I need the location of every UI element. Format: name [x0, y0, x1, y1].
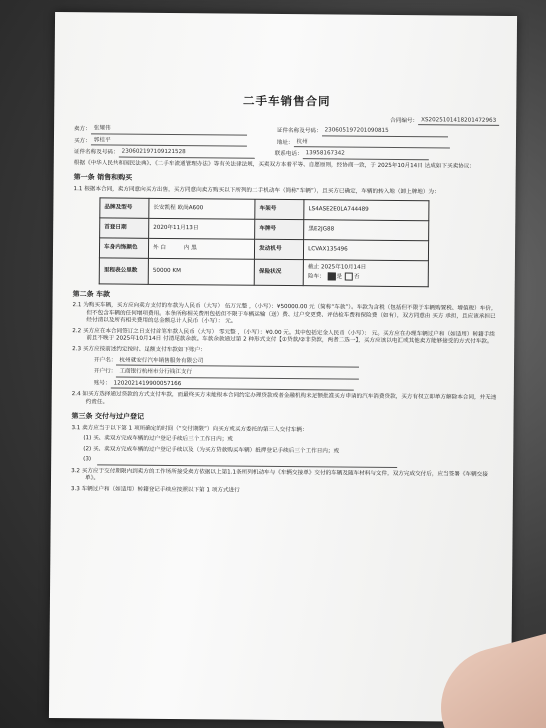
mileage-label: 里程表公里数 [99, 258, 148, 284]
color-value [148, 239, 254, 260]
clause-1-1: 1.1 根据本合同，卖方同意向买方出售，买方同意向卖方购买以下所列的二手机动车（简称“车辆”），且买方已确定，车辆的转入地（卸上牌地）为： [73, 185, 440, 196]
account-number-row [94, 380, 497, 392]
clause-3-1-b: (2) 买、卖双方完成车辆的过户登记手续以及（为买方贷款购买车辆）抵押登记手续后三个工作日内；或 [83, 446, 340, 455]
insurance-label: 保险状况 [254, 259, 303, 285]
seller-label: 卖方： [74, 126, 91, 133]
account-bank-row [94, 368, 497, 380]
account-number-label: 账号： [93, 379, 111, 387]
buyer-name: 郭桂平 [91, 137, 247, 147]
buyer-row [74, 137, 499, 149]
clause-2-3: 2.3 买方应按前述约定按时、足额支付车款如下账户： [72, 346, 206, 354]
clause-3-1-c: (3) [97, 457, 397, 468]
checkbox-icon[interactable] [345, 272, 353, 280]
phone-label: 联系电话： [274, 151, 303, 158]
contract-number: XS20251014182014729​63 [418, 117, 499, 126]
buyer-id: 230602197109121528 [119, 149, 255, 159]
plate-label: 车牌号 [255, 219, 304, 239]
insurance-value [303, 260, 428, 287]
engine-label: 发动机号 [255, 239, 304, 259]
brand-value: 长安凯程 欧尚A600 [149, 199, 255, 220]
option-no: 否 [353, 273, 360, 280]
account-name-label: 开户名： [94, 356, 117, 364]
brand-label: 品牌及型号 [100, 198, 149, 218]
first-reg-label: 首登日期 [100, 218, 149, 238]
color-interior: 内 黑 [183, 245, 197, 252]
contract-content [71, 92, 500, 500]
seller-name: 张耀伟 [91, 125, 247, 135]
clause-3-2: 3.2 买方应于交付期限内到卖方的工作场所接受卖方依据以上第1.1条所列机动车与《车辆交接单》交付的车辆及随车材料与文件，双方完成交付后，应当签署《车辆交接单》。 [71, 468, 488, 482]
contract-number-label: 合同编号： [390, 117, 419, 124]
contract-number-row [74, 114, 499, 126]
intro-paragraph: 根据《中华人民共和国民法典》、《二手车流通管理办法》等有关法律法规，买卖双方本着平等、自愿原则，经协商一致，于 2025年10月14日 达成如下买卖协议： [73, 159, 476, 170]
table-row [99, 258, 428, 286]
first-reg-value: 2020年11月13日 [149, 219, 255, 240]
section-3-heading: 第三条 交付与过户登记 [71, 412, 145, 422]
clause-2-1: 2.1 为购买车辆，买方应向卖方支付的车款为人民币（大写） 伍万元整 ，（小写）：¥50000.00 元（简称“车款”）。车款为含税（包括但不限于车辆购置税、增值税）车价，但不包含车辆的任何增项费用。本条所称相关费用包括但不限于车辆运输（送）费、过户变更费、评估检车费和保险费（如有），双方同意由 买方 承担，且应该承担已经付清以及所有相关费用的总金额总计人民币（小写）： 元。 [72, 302, 497, 325]
vin-value: LS4ASE2E0LA744489 [304, 200, 429, 221]
account-bank-label: 开户行： [93, 368, 117, 375]
insurance-date: 截止 2025年10月14日 [307, 264, 367, 271]
insurance-type-label: 险车： [307, 273, 325, 280]
section-2-heading: 第二条 车款 [72, 289, 111, 299]
seller-row [74, 125, 499, 137]
option-yes: 是 [336, 273, 343, 280]
buyer-phone: 13958167342 [303, 150, 429, 160]
account-number: 1202021419900057166 [111, 380, 354, 391]
seller-id-label: 证件名称及号码： [276, 128, 322, 135]
mileage-value: 50000 KM [148, 259, 254, 286]
vehicle-table [99, 198, 430, 287]
buyer-address: 杭州 [294, 139, 450, 149]
buyer-id-row [74, 148, 499, 160]
vin-label: 车架号 [255, 199, 304, 219]
color-exterior: 外 白 [153, 244, 167, 251]
clause-2-2: 2.2 买方应在本合同签订之日支付首笔车款人民币（大写） 零元整 ，（小写）：¥0.00 元。其中包括定金人民币（小写）： 元。买方应在办理车辆过户和（如适用）转籍手续前且不晚于 2025年10月14日 付清尾款余款。车款余款通过第 2 种形式支付【①贷款/②非贷款，两者二选一】，买方应该以电汇或其他卖方能够接受的方式付车款。 [72, 328, 495, 346]
buyer-id-label: 证件名称及号码： [73, 149, 119, 156]
plate-value: 黑E2JG88 [304, 220, 429, 241]
account-name-row [94, 357, 497, 369]
clause-3-1: 3.1 卖方应当于以下第 1 项所确定的时间（“交付期限”）向买方或买方委托的第三人交付车辆： [71, 424, 308, 433]
engine-value: LCVAX135496 [304, 240, 429, 261]
seller-id: 230605197201090815 [322, 127, 448, 137]
insurance-type [308, 272, 424, 282]
clause-2-4: 2.4 如买方选择通过贷款的方式支付车款，而最终买方未能根本合同约定办理贷款或者金融机构未足额批准买方申请的汽车消费贷款，买方有权立即单方解除本合同，并无违约责任。 [71, 391, 497, 406]
account-name: 杭州就安行汽车销售服务有限公司 [116, 357, 359, 368]
color-label: 车身内饰颜色 [99, 238, 148, 258]
address-label: 地址： [276, 139, 294, 146]
contract-page [49, 12, 517, 722]
buyer-label: 买方： [73, 137, 91, 144]
account-bank: 工商银行杭州市分行钱江支行 [116, 369, 359, 380]
page-title: 二手车销售合同 [243, 93, 331, 109]
clause-3-1-a: (1) 买、卖双方完成车辆的过户登记手续后三个工作日内；或 [83, 435, 233, 443]
clause-3-3: 3.3 车辆过户和（如适用）转籍登记手续应按照以下第 1 项方式进行 [70, 486, 240, 494]
checkbox-icon[interactable] [327, 272, 335, 280]
section-1-heading: 第一条 销售和购买 [73, 173, 133, 182]
